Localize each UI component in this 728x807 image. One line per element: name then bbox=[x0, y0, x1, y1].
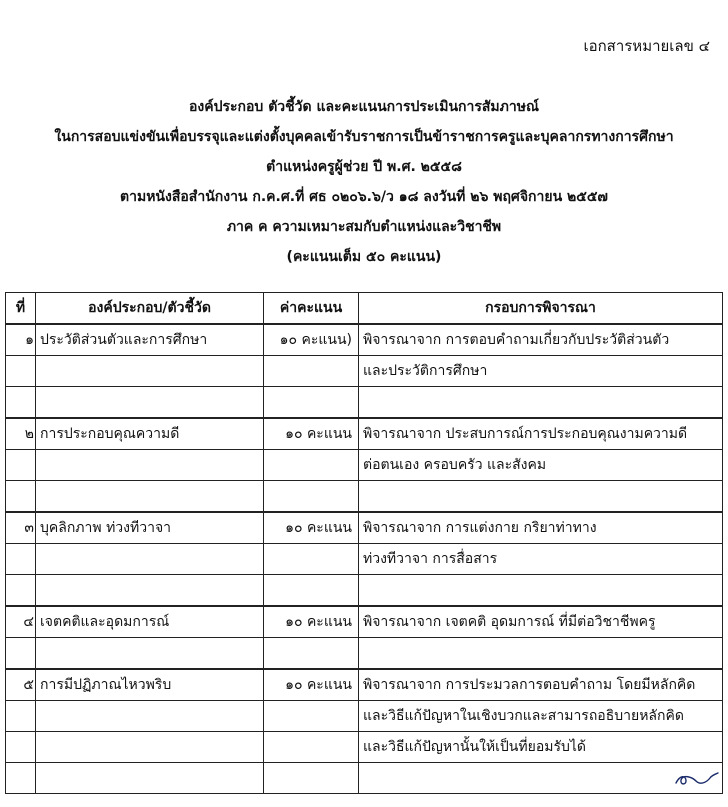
row-component: การมีปฏิภาณไหวพริบ bbox=[36, 669, 264, 701]
row-number: ๒ bbox=[6, 418, 36, 450]
table-row bbox=[6, 512, 723, 544]
row-component: การประกอบคุณความดี bbox=[36, 418, 264, 450]
row-score: ๑๐ คะแนน bbox=[264, 418, 359, 450]
document-number: เอกสารหมายเลข ๔ bbox=[583, 37, 710, 55]
row-score: ๑๐ คะแนน bbox=[264, 512, 359, 544]
row-number: ๔ bbox=[6, 606, 36, 638]
row-criteria-line: พิจารณาจาก การแต่งกาย กริยาท่าทาง bbox=[359, 512, 723, 544]
table-row-continuation bbox=[6, 732, 723, 763]
row-number: ๓ bbox=[6, 512, 36, 544]
row-component: เจตคติและอุดมการณ์ bbox=[36, 606, 264, 638]
row-criteria-line: และประวัติการศึกษา bbox=[359, 356, 723, 387]
column-header-criteria: กรอบการพิจารณา bbox=[359, 293, 723, 325]
row-score: ๑๐ คะแนน bbox=[264, 669, 359, 701]
heading-exam: ในการสอบแข่งขันเพื่อบรรจุและแต่งตั้งบุคคลเข้ารับราชการเป็นข้าราชการครูและบุคลากรทางการศึกษา bbox=[54, 129, 674, 145]
table-row-spacer bbox=[6, 638, 723, 670]
column-header-component: องค์ประกอบ/ตัวชี้วัด bbox=[36, 293, 264, 325]
document-heading bbox=[0, 92, 728, 272]
table-row bbox=[6, 324, 723, 356]
row-criteria-line: พิจารณาจาก เจตคติ อุดมการณ์ ที่มีต่อวิชาชีพครู bbox=[359, 606, 723, 638]
row-score: ๑๐ คะแนน bbox=[264, 606, 359, 638]
row-component: ประวัติส่วนตัวและการศึกษา bbox=[36, 324, 264, 356]
heading-full-score: (คะแนนเต็ม ๕๐ คะแนน) bbox=[286, 249, 442, 265]
table-row-spacer bbox=[6, 763, 723, 794]
heading-position: ตำแหน่งครูผู้ช่วย ปี พ.ศ. ๒๕๕๘ bbox=[266, 159, 462, 175]
table-row-spacer bbox=[6, 575, 723, 607]
row-criteria-line: ท่วงทีวาจา การสื่อสาร bbox=[359, 544, 723, 575]
row-criteria-line: และวิธีแก้ปัญหานั้นให้เป็นที่ยอมรับได้ bbox=[359, 732, 723, 763]
heading-title: องค์ประกอบ ตัวชี้วัด และคะแนนการประเมินการสัมภาษณ์ bbox=[189, 99, 539, 115]
table-row-spacer bbox=[6, 387, 723, 419]
table-row-continuation bbox=[6, 356, 723, 387]
table-row bbox=[6, 669, 723, 701]
row-number: ๕ bbox=[6, 669, 36, 701]
row-number: ๑ bbox=[6, 324, 36, 356]
row-criteria-line: ต่อตนเอง ครอบครัว และสังคม bbox=[359, 450, 723, 481]
row-criteria-line: และวิธีแก้ปัญหาในเชิงบวกและสามารถอธิบายหลักคิด bbox=[359, 701, 723, 732]
row-criteria-line: พิจารณาจาก การตอบคำถามเกี่ยวกับประวัติส่วนตัว bbox=[359, 324, 723, 356]
column-header-score: ค่าคะแนน bbox=[264, 293, 359, 325]
table-header-row bbox=[6, 293, 723, 325]
table-row bbox=[6, 418, 723, 450]
heading-reference-letter: ตามหนังสือสำนักงาน ก.ค.ศ.ที่ ศธ ๐๒๐๖.๖/ว ๑๘ ลงวันที่ ๒๖ พฤศจิกายน ๒๕๕๗ bbox=[120, 189, 608, 205]
table-row-spacer bbox=[6, 481, 723, 513]
column-header-no: ที่ bbox=[6, 293, 36, 325]
initials-signature bbox=[672, 765, 720, 789]
table-row-continuation bbox=[6, 450, 723, 481]
table-row bbox=[6, 606, 723, 638]
table-row-continuation bbox=[6, 701, 723, 732]
row-component: บุคลิกภาพ ท่วงทีวาจา bbox=[36, 512, 264, 544]
criteria-table bbox=[5, 292, 723, 794]
row-score: ๑๐ คะแนน) bbox=[264, 324, 359, 356]
table-row-continuation bbox=[6, 544, 723, 575]
row-criteria-line: พิจารณาจาก การประมวลการตอบคำถาม โดยมีหลักคิด bbox=[359, 669, 723, 701]
heading-section: ภาค ค ความเหมาะสมกับตำแหน่งและวิชาชีพ bbox=[226, 219, 502, 235]
row-criteria-line: พิจารณาจาก ประสบการณ์การประกอบคุณงามความดี bbox=[359, 418, 723, 450]
